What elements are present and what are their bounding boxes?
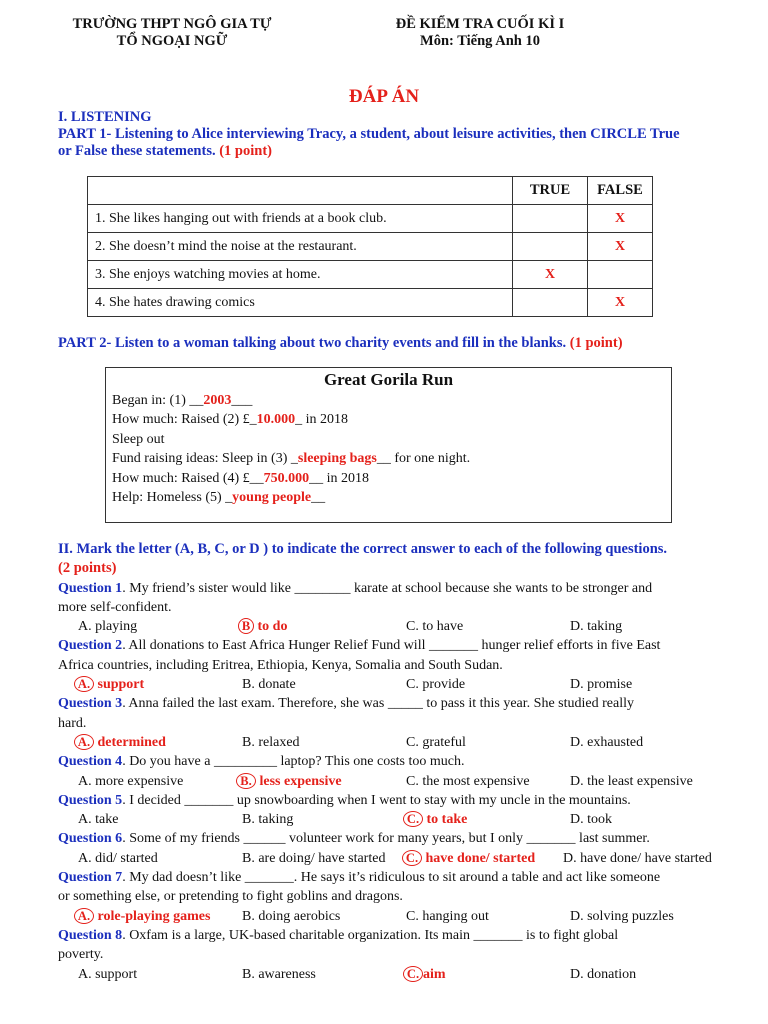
blank-line-3 [106,449,671,469]
question-text: . Some of my friends ______ volunteer work for many years, but I only _______ last summer. [122,831,650,847]
school-header [62,16,282,50]
question-text-cont: more self-confident. [58,599,172,615]
question-text-cont: hard. [58,715,87,731]
question-7 [58,868,738,887]
option-c: C. grateful [406,734,466,750]
true-false-table [87,176,653,317]
part1-instruction-line1: PART 1- Listening to Alice interviewing Tracy, a student, about leisure activities, then CIRCLE True [58,126,680,142]
question-label: Question 3 [58,696,123,712]
question-text-cont: poverty. [58,947,104,963]
blank-line-5 [106,488,671,508]
option-c: C. the most expensive [406,773,530,789]
correct-answer: less expensive [256,773,342,789]
false-cell: X [588,233,653,261]
statement-header [88,177,513,205]
question-6 [58,829,738,848]
question-text: . My friend’s sister would like ________ karate at school because she wants to be stronger and [122,580,653,596]
question-3 [58,694,738,713]
true-cell [513,233,588,261]
subject-name: Môn: Tiếng Anh 10 [420,33,540,49]
table-header-row [88,177,653,205]
question-label: Question 2 [58,638,123,654]
section2-heading: II. Mark the letter (A, B, C, or D ) to indicate the correct answer to each of the following questions. [58,541,668,557]
false-header: FALSE [588,177,653,205]
option-c: C. provide [406,677,466,693]
department-name: TỔ NGOẠI NGỮ [116,33,228,49]
option-b: B. awareness [242,966,316,982]
blank-text: __ [311,490,326,505]
options-row [58,849,738,868]
option-b: B. are doing/ have started [242,850,386,866]
correct-answer: have done/ started [422,850,536,866]
option-a: A. more expensive [78,773,184,789]
false-cell: X [588,205,653,233]
blank-line-1 [106,391,671,411]
options-row [58,675,738,694]
question-text: . My dad doesn’t like _______. He says it’s ridiculous to sit around a table and act like someone [122,870,661,886]
statement-cell: 4. She hates drawing comics [88,289,513,317]
options-row [58,733,738,752]
option-d: D. solving puzzles [570,908,674,924]
correct-answer: to do [254,619,288,635]
blank-text: _ in 2018 [295,412,349,427]
question-text: . Anna failed the last exam. Therefore, she was _____ to pass it this year. She studied really [122,696,634,712]
options-row [58,965,738,984]
question-5 [58,791,738,810]
option-b-correct [238,617,287,636]
option-b: B. taking [242,812,294,828]
blank-text: How much: Raised (4) £__ [112,470,264,486]
section2-points: (2 points) [58,560,117,577]
option-d: D. took [570,812,612,828]
true-cell [513,205,588,233]
blank-line-2 [106,410,671,430]
exam-name: ĐỀ KIỂM TRA CUỐI KÌ I [395,16,565,32]
answer-1: 2003 [203,392,232,408]
statement-cell: 2. She doesn’t mind the noise at the restaurant. [88,233,513,261]
part1-instruction-line2 [58,143,272,160]
part2-instruction [58,335,623,352]
false-cell [588,261,653,289]
listening-heading: I. LISTENING [58,109,152,125]
correct-answer: aim [423,966,446,982]
option-a: A. take [78,812,119,828]
option-d: D. have done/ have started [563,850,712,866]
option-c: C. to have [406,619,464,635]
answer-circle-icon: B. [236,773,256,789]
answer-circle-icon: C. [403,966,423,982]
answer-circle-icon: A. [74,908,94,924]
option-a: A. did/ started [78,850,158,866]
part1-points: (1 point) [219,143,272,159]
school-name: TRƯỜNG THPT NGÔ GIA TỰ [72,16,272,32]
true-cell [513,289,588,317]
correct-answer: determined [94,734,166,750]
correct-answer: support [94,677,145,693]
part2-instruction-text: PART 2- Listen to a woman talking about two charity events and fill in the blanks. [58,335,567,351]
question-text: . Oxfam is a large, UK-based charitable organization. Its main _______ is to fight global [122,927,619,943]
question-label: Question 4 [58,754,123,770]
correct-answer: role-playing games [94,908,211,924]
question-label: Question 8 [58,927,123,943]
option-b-correct [236,772,342,791]
question-label: Question 7 [58,870,123,886]
option-a-correct [74,675,144,694]
table-row [88,261,653,289]
options-row [58,907,738,926]
box-subheading: Sleep out [112,431,165,447]
question-2 [58,636,738,655]
statement-cell: 3. She enjoys watching movies at home. [88,261,513,289]
question-text: . I decided _______ up snowboarding when I went to stay with my uncle in the mountains. [122,792,631,808]
answer-4: 750.000 [263,470,310,486]
question-1 [58,579,738,598]
true-header: TRUE [513,177,588,205]
question-text: . Do you have a _________ laptop? This one costs too much. [122,754,465,770]
option-a: A. support [78,966,138,982]
question-label: Question 1 [58,580,123,596]
statement-cell: 1. She likes hanging out with friends at a book club. [88,205,513,233]
option-d: D. the least expensive [570,773,693,789]
answer-2: 10.000 [256,412,296,427]
answer-circle-icon: B [238,618,254,634]
answer-3: sleeping bags [297,451,377,466]
table-row [88,289,653,317]
question-text-cont: or something else, or pretending to fight goblins and dragons. [58,889,403,905]
correct-answer: to take [423,812,468,828]
multiple-choice-section [58,540,738,984]
question-4 [58,752,738,771]
option-c-correct [402,849,535,868]
blank-text: Began in: (1) __ [112,392,204,408]
option-d: D. taking [570,619,623,635]
fill-in-box [105,367,672,523]
answer-circle-icon: C. [403,811,423,827]
options-row [58,810,738,829]
table-row [88,233,653,261]
option-d: D. promise [570,677,633,693]
blank-text: __ in 2018 [309,470,370,486]
question-8 [58,926,738,945]
box-title: Great Gorila Run [323,370,454,389]
question-label: Question 6 [58,831,123,847]
question-text: . All donations to East Africa Hunger Relief Fund will _______ hunger relief efforts in five East [122,638,661,654]
answer-5: young people [232,490,312,505]
part2-points: (1 point) [569,335,623,351]
option-d: D. donation [570,966,637,982]
page-title: ĐÁP ÁN [348,86,420,107]
blank-text: How much: Raised (2) £_ [112,412,257,427]
blank-text: ___ [231,392,253,408]
option-b: B. donate [242,677,296,693]
option-a-correct [74,907,210,926]
option-c-correct [403,810,467,829]
option-c: C. hanging out [406,908,489,924]
answer-circle-icon: A. [74,734,94,750]
option-b: B. doing aerobics [242,908,341,924]
question-text-cont: Africa countries, including Eritrea, Ethiopia, Kenya, Somalia and South Sudan. [58,657,503,673]
blank-text: Help: Homeless (5) _ [112,490,233,505]
option-a: A. playing [78,619,138,635]
table-row [88,205,653,233]
part1-instruction-text: or False these statements. [58,143,216,159]
answer-circle-icon: C. [402,850,422,866]
true-cell: X [513,261,588,289]
answer-circle-icon: A. [74,676,94,692]
option-c-correct [403,965,446,984]
exam-header [380,16,580,50]
question-label: Question 5 [58,792,123,808]
option-b: B. relaxed [242,734,300,750]
option-a-correct [74,733,166,752]
options-row [58,772,738,791]
blank-text: __ for one night. [376,451,471,466]
options-row [58,617,738,636]
option-d: D. exhausted [570,734,644,750]
blank-line-4 [106,469,671,489]
false-cell: X [588,289,653,317]
blank-text: Fund raising ideas: Sleep in (3) _ [112,451,298,466]
